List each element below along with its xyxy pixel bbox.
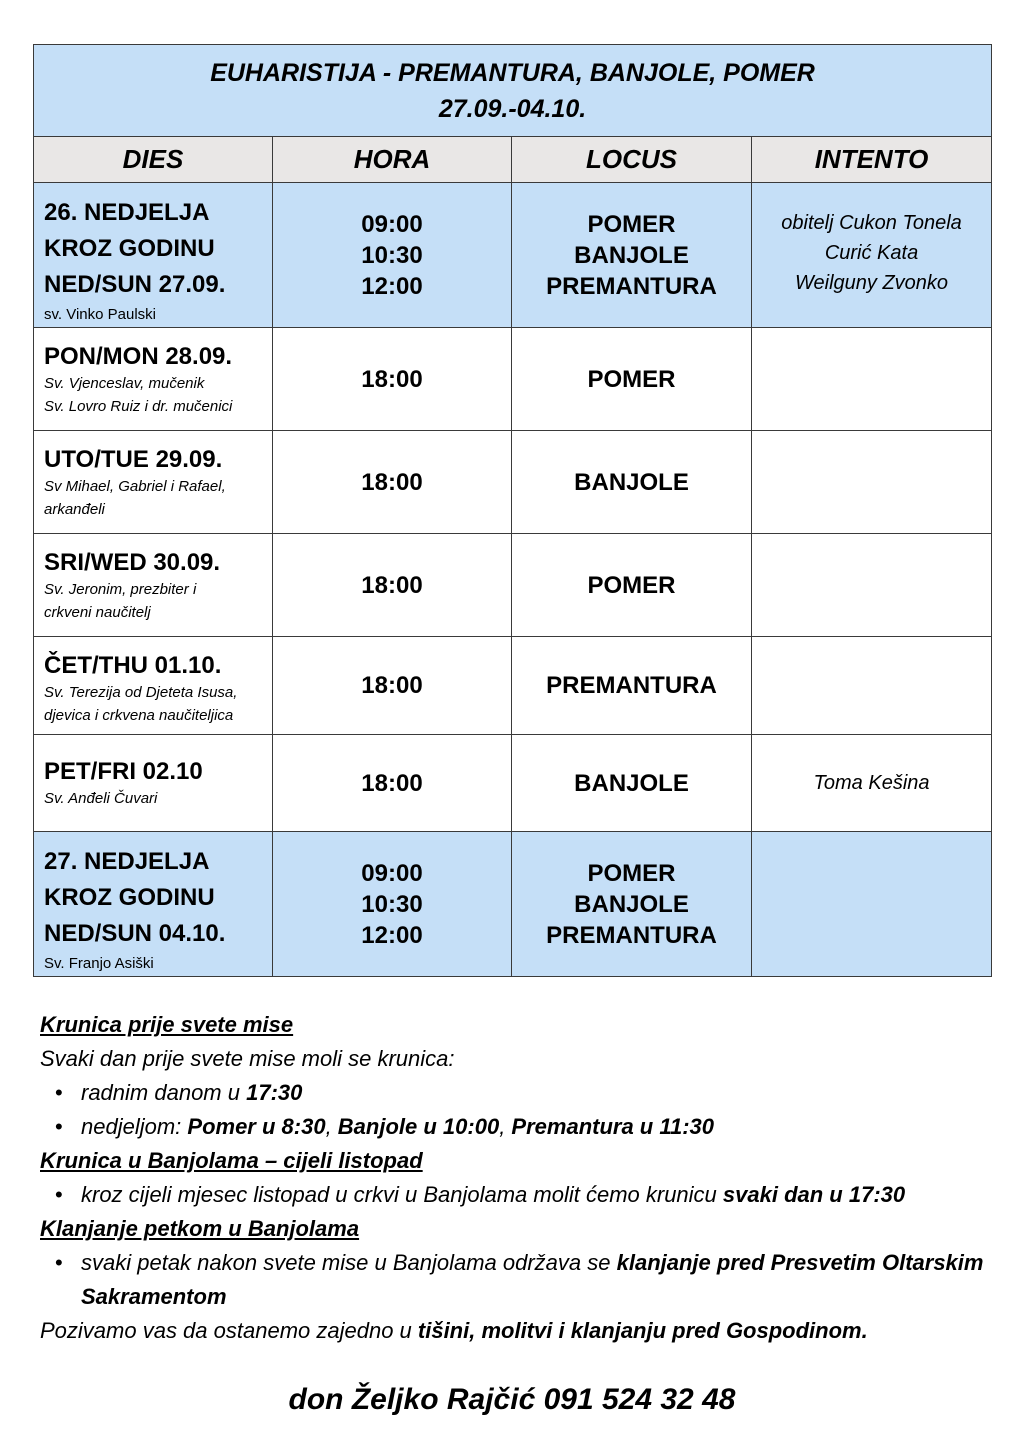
bullet-icon: •: [55, 1182, 63, 1207]
day-title: KROZ GODINU: [44, 884, 215, 911]
mass-place: BANJOLE: [512, 431, 752, 534]
mass-place: POMER: [587, 859, 676, 887]
mass-place: BANJOLE: [512, 735, 752, 832]
rosary-intro: Svaki dan prije svete mise moli se krunica:: [40, 1046, 455, 1071]
mass-place: POMER: [587, 210, 676, 238]
column-header-row: [34, 137, 992, 183]
mass-intention: Toma Kešina: [752, 735, 992, 832]
column-header-hora: HORA: [273, 137, 512, 183]
column-header-intento: INTENTO: [752, 137, 992, 183]
column-header-dies: DIES: [34, 137, 273, 183]
day-date: ČET/THU 01.10.: [44, 652, 222, 679]
rosary-weekday-time: 17:30: [246, 1080, 303, 1105]
day-cell: [34, 832, 273, 977]
mass-intention: [752, 431, 992, 534]
table-row: [34, 534, 992, 637]
mass-intention: [752, 328, 992, 431]
separator: ,: [499, 1114, 512, 1139]
day-date: UTO/TUE 29.09.: [44, 446, 223, 473]
mass-intention: Curić Kata: [824, 242, 919, 264]
column-header-locus: LOCUS: [512, 137, 752, 183]
place-cell: [512, 832, 752, 977]
day-cell: [34, 534, 273, 637]
day-title: KROZ GODINU: [44, 235, 215, 262]
mass-time: 18:00: [273, 431, 512, 534]
rosary-sunday-prefix: nedjeljom:: [81, 1114, 188, 1139]
bullet-icon: •: [55, 1114, 63, 1139]
announcements: [40, 1008, 1000, 1348]
table-row: [34, 183, 992, 328]
separator: ,: [325, 1114, 338, 1139]
day-date: NED/SUN 27.09.: [44, 271, 226, 298]
day-title: 26. NEDJELJA: [44, 199, 210, 226]
mass-place: BANJOLE: [574, 890, 689, 918]
time-cell: [273, 832, 512, 977]
mass-time: 18:00: [273, 534, 512, 637]
intention-cell: [752, 183, 992, 328]
list-item: [55, 1178, 1000, 1212]
rosary-sunday-banjole: Banjole u 10:00: [337, 1114, 500, 1139]
october-text: kroz cijeli mjesec listopad u crkvi u Banjolama molit ćemo krunicu: [81, 1182, 723, 1207]
list-item: [55, 1110, 1000, 1144]
october-bold: svaki dan u 17:30: [722, 1182, 906, 1207]
closing-bold: tišini, molitvi i klanjanju pred Gospodinom.: [417, 1318, 868, 1343]
mass-intention: obitelj Cukon Tonela: [781, 212, 962, 234]
place-cell: [512, 183, 752, 328]
day-date: PET/FRI 02.10: [44, 758, 203, 785]
closing-line: [40, 1314, 1000, 1348]
mass-time: 18:00: [273, 637, 512, 735]
mass-time: 10:30: [361, 890, 423, 918]
day-title: 27. NEDJELJA: [44, 848, 210, 875]
mass-place: POMER: [512, 534, 752, 637]
mass-intention: [752, 637, 992, 735]
mass-schedule-table: [33, 44, 992, 977]
rosary-sunday-pomer: Pomer u 8:30: [187, 1114, 326, 1139]
day-cell: [34, 183, 273, 328]
saint-name: djevica i crkvena naučiteljica: [44, 707, 234, 724]
day-cell: [34, 637, 273, 735]
mass-place: POMER: [512, 328, 752, 431]
adoration-list: [40, 1246, 1000, 1314]
intention-cell: [752, 832, 992, 977]
saint-name: Sv Mihael, Gabriel i Rafael,: [44, 478, 226, 495]
schedule-title: [34, 45, 992, 137]
mass-time: 18:00: [273, 735, 512, 832]
table-row: [34, 431, 992, 534]
october-heading: Krunica u Banjolama – cijeli listopad: [40, 1148, 423, 1173]
mass-place: PREMANTURA: [546, 272, 717, 300]
mass-place: PREMANTURA: [512, 637, 752, 735]
mass-intention: Weilguny Zvonko: [795, 272, 949, 294]
saint-name: Sv. Vjenceslav, mučenik: [44, 375, 205, 392]
adoration-text: svaki petak nakon svete mise u Banjolama održava se: [81, 1250, 617, 1275]
closing-text: Pozivamo vas da ostanemo zajedno u: [40, 1318, 418, 1343]
saint-name: crkveni naučitelj: [44, 604, 151, 621]
mass-place: BANJOLE: [574, 241, 689, 269]
mass-time: 12:00: [361, 921, 423, 949]
rosary-weekday-text: radnim danom u: [81, 1080, 247, 1105]
mass-time: 12:00: [361, 272, 423, 300]
adoration-heading: Klanjanje petkom u Banjolama: [40, 1216, 360, 1241]
saint-name: Sv. Terezija od Djeteta Isusa,: [44, 684, 238, 701]
day-cell: [34, 328, 273, 431]
day-date: SRI/WED 30.09.: [44, 549, 221, 576]
mass-time: 09:00: [361, 210, 423, 238]
day-cell: [34, 735, 273, 832]
schedule-title-dates: 27.09.-04.10.: [438, 94, 587, 123]
bullet-icon: •: [55, 1080, 63, 1105]
adoration-bold: klanjanje pred Presvetim Oltarskim Sakramentom: [81, 1250, 984, 1309]
saint-name: Sv. Jeronim, prezbiter i: [44, 581, 197, 598]
bullet-icon: •: [55, 1250, 63, 1275]
mass-time: 18:00: [273, 328, 512, 431]
signature: don Željko Rajčić 091 524 32 48: [288, 1383, 736, 1416]
table-row: [34, 637, 992, 735]
day-date: PON/MON 28.09.: [44, 343, 233, 370]
table-row: [34, 328, 992, 431]
list-item: [55, 1076, 1000, 1110]
saint-name: Sv. Lovro Ruiz i dr. mučenici: [44, 398, 233, 415]
mass-time: 10:30: [361, 241, 423, 269]
time-cell: [273, 183, 512, 328]
schedule-title-line1: EUHARISTIJA - PREMANTURA, BANJOLE, POMER: [210, 58, 815, 87]
table-row: [34, 832, 992, 977]
day-cell: [34, 431, 273, 534]
mass-intention: [752, 534, 992, 637]
table-row: [34, 735, 992, 832]
saint-name: sv. Vinko Paulski: [44, 306, 156, 323]
mass-place: PREMANTURA: [546, 921, 717, 949]
rosary-heading: Krunica prije svete mise: [40, 1012, 294, 1037]
saint-name: Sv. Anđeli Čuvari: [44, 790, 158, 807]
mass-time: 09:00: [361, 859, 423, 887]
october-list: [40, 1178, 1000, 1212]
rosary-list: [40, 1076, 1000, 1144]
saint-name: arkanđeli: [44, 501, 105, 518]
day-date: NED/SUN 04.10.: [44, 920, 226, 947]
rosary-sunday-premantura: Premantura u 11:30: [511, 1114, 714, 1139]
saint-name: Sv. Franjo Asiški: [44, 955, 154, 972]
list-item: [55, 1246, 1000, 1314]
